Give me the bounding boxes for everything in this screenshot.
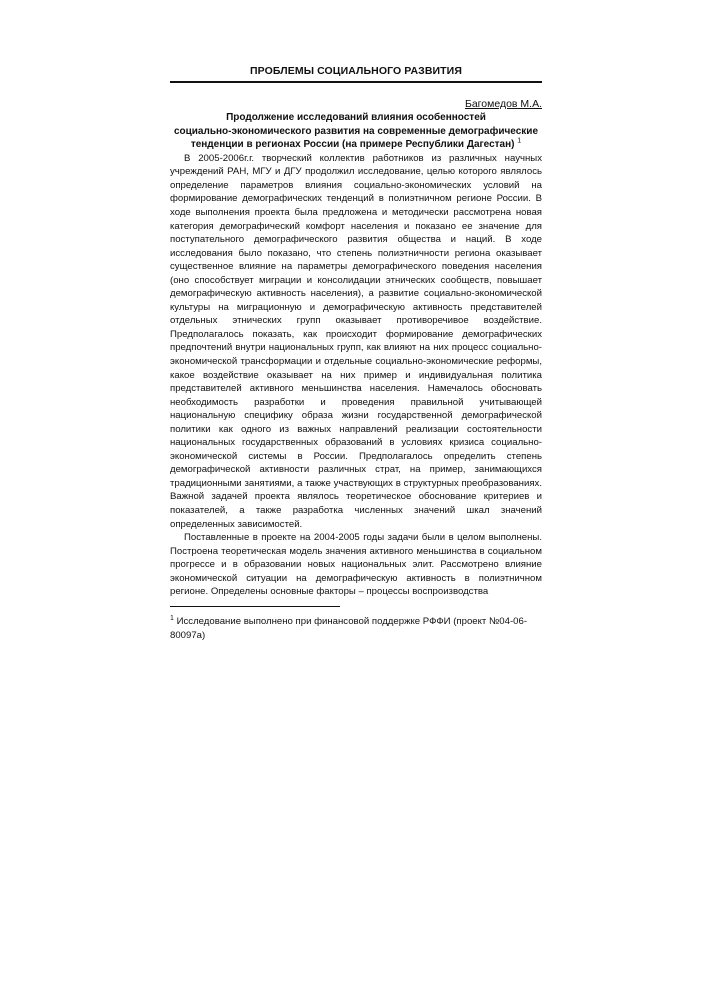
- article-title-line: Продолжение исследований влияния особенностей: [226, 112, 486, 123]
- footnote-text: Исследование выполнено при финансовой поддержке РФФИ (проект №04-06-80097а): [170, 616, 528, 641]
- article-title: [170, 111, 542, 152]
- footnote-mark: 1: [170, 614, 174, 622]
- article-author: Багомедов М.А.: [464, 98, 542, 110]
- running-head-title: ПРОБЛЕМЫ СОЦИАЛЬНОГО РАЗВИТИЯ: [250, 65, 462, 77]
- footnote-reference: 1: [517, 137, 522, 145]
- body-paragraph: Поставленные в проекте на 2004-2005 годы задачи были в целом выполнены. Построена теоретическая модель значения активного меньшинства в социальном прогрессе и в образовании новых национальных элит. Рассмотрено влияние экономической ситуации на демографическую активность в полиэтничном регионе. Определены основные факторы – процессы воспроизводства: [170, 532, 542, 598]
- article-title-line: социально-экономического развития на современные демографические: [173, 125, 539, 137]
- footnote-separator: [170, 606, 340, 607]
- article-title-line: [170, 138, 542, 152]
- document-page: [170, 64, 542, 641]
- body-paragraph: В 2005-2006г.г. творческий коллектив работников из различных научных учреждений РАН, МГУ и ДГУ продолжил исследование, целью которого являлось определение параметров влияния социально-экономических условий на формирование демографических тенденций в полиэтничном регионе России. В ходе выполнения проекта была предложена и методически рассмотрена новая категория демографический комфорт населения и показано ее значение для поступательного демографического развития общества и наций. В ходе исследования было показано, что степень полиэтничности региона оказывает существенное влияние на параметры демографического поведения населения (оно способствует миграции и консолидации этнических сообществ, повышает демографическую активность населения), а развитие социально-экономической культуры на миграционную и демографическую активность представителей отдельных этнических групп оказывает противоречивое воздействие. Предполагалось показать, как происходит формирование демографических предпочтений внутри национальных групп, как влияют на них процесс социально-экономической трансформации и отдельные социально-экономические реформы, какое воздействие оказывает на них пример и индивидуальная политика представителей активного меньшинства населения. Намечалось обосновать необходимость разработки и проведения правильной учитывающей национальную специфику образа жизни государственной демографической политики как одного из важных направлений реализации состоятельности национальных государственных образований в условиях кризиса социально-экономической системы в России. Предполагалось определить степень демографической активности различных страт, на пример, занимающихся традиционными занятиями, а также участвующих в структурных преобразованиях. Важной задачей проекта являлось теоретическое обоснование критериев и показателей, а также разработка численных значений шкал значений определенных зависимостей.: [170, 152, 542, 530]
- article-title-line-text: тенденции в регионах России (на примере Республики Дагестан): [190, 139, 515, 151]
- footnote: [170, 615, 542, 642]
- article-body: [170, 152, 542, 599]
- header-rule: [170, 81, 542, 83]
